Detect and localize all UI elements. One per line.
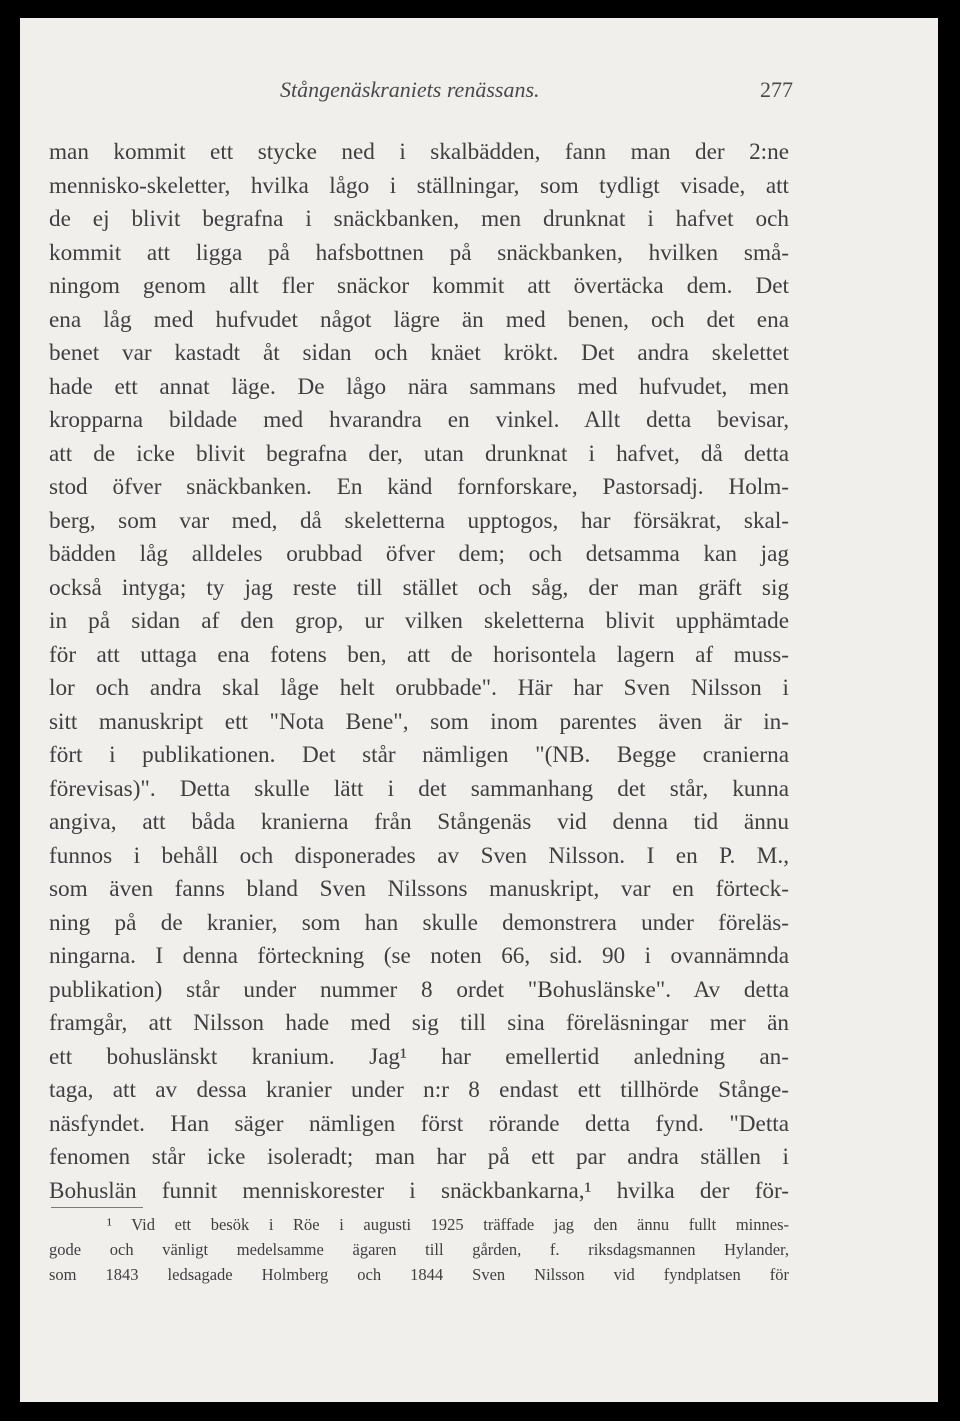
footnote-line: ¹ Vid ett besök i Röe i augusti 1925 träffade jag den ännu fullt minnes-	[107, 1215, 789, 1234]
text-line: fört i publikationen. Det står nämligen "(NB. Begge cranierna	[49, 742, 789, 768]
text-line: också intyga; ty jag reste till stället och såg, der man gräft sig	[49, 574, 789, 601]
page-header	[20, 73, 938, 109]
footnote-line: gode och vänligt medelsamme ägaren till gården, f. riksdagsmannen Hylander,	[49, 1240, 789, 1259]
footnotes	[49, 1212, 789, 1287]
text-line: lor och andra skal låge helt orubbade". Här har Sven Nilsson i	[49, 675, 789, 701]
text-line: de ej blivit begrafna i snäckbanken, men drunknat i hafvet och	[49, 206, 789, 232]
text-line: sitt manuskript ett "Nota Bene", som inom parentes även är in-	[49, 708, 789, 735]
text-line: angiva, att båda kranierna från Stångenäs vid denna tid ännu	[49, 809, 789, 835]
text-line: berg, som var med, då skeletterna upptogos, har försäkrat, skal-	[49, 507, 789, 534]
text-line: kommit att ligga på hafsbottnen på snäckbanken, hvilken små-	[49, 239, 789, 266]
text-line: att de icke blivit begrafna der, utan drunknat i hafvet, då detta	[49, 440, 789, 467]
text-line: ett bohuslänskt kranium. Jag¹ har emellertid anledning an-	[49, 1043, 789, 1070]
footnote-rule	[51, 1207, 143, 1208]
text-line: bädden låg alldeles orubbad öfver dem; och detsamma kan jag	[49, 541, 789, 567]
body-text	[49, 136, 789, 1208]
text-line: ningarna. I denna förteckning (se noten 66, sid. 90 i ovannämnda	[49, 943, 789, 969]
book-page	[20, 18, 938, 1402]
text-line: stod öfver snäckbanken. En känd fornforskare, Pastorsadj. Holm-	[49, 474, 789, 500]
text-line: mennisko-skeletter, hvilka lågo i ställningar, som tydligt visade, att	[49, 172, 789, 199]
text-line: ningom genom allt fler snäckor kommit att övertäcka dem. Det	[49, 273, 789, 299]
text-line: benet var kastadt åt sidan och knäet krökt. Det andra skelettet	[49, 340, 789, 366]
running-title: Stångenäskraniets renässans.	[280, 77, 540, 102]
text-line: ning på de kranier, som han skulle demonstrera under föreläs-	[49, 909, 789, 936]
text-line: taga, att av dessa kranier under n:r 8 endast ett tillhörde Stånge-	[49, 1077, 789, 1103]
text-line: näsfyndet. Han säger nämligen först rörande detta fynd. "Detta	[49, 1110, 789, 1137]
text-line: som även fanns bland Sven Nilssons manuskript, var en förteck-	[49, 876, 789, 902]
text-line: framgår, att Nilsson hade med sig till sina föreläsningar mer än	[49, 1010, 789, 1036]
footnote-line: som 1843 ledsagade Holmberg och 1844 Sven Nilsson vid fyndplatsen för	[49, 1265, 789, 1284]
text-line: kropparna bildade med hvarandra en vinkel. Allt detta bevisar,	[49, 407, 789, 433]
text-line: för att uttaga ena fotens ben, att de horisontela lagern af muss-	[49, 641, 789, 668]
text-line: Bohuslän funnit menniskorester i snäckbankarna,¹ hvilka der för-	[49, 1177, 789, 1204]
page-number: 277	[760, 77, 793, 102]
text-line: fenomen står icke isoleradt; man har på ett par andra ställen i	[49, 1144, 789, 1170]
text-line: in på sidan af den grop, ur vilken skeletterna blivit upphämtade	[49, 608, 789, 634]
text-line: publikation) står under nummer 8 ordet "Bohuslänske". Av detta	[49, 976, 789, 1003]
text-line: funnos i behåll och disponerades av Sven Nilsson. I en P. M.,	[49, 842, 789, 869]
text-line: förevisas)". Detta skulle lätt i det sammanhang det står, kunna	[49, 775, 789, 802]
text-line: man kommit ett stycke ned i skalbädden, fann man der 2:ne	[49, 139, 789, 165]
text-line: ena låg med hufvudet något lägre än med benen, och det ena	[49, 306, 789, 333]
text-line: hade ett annat läge. De lågo nära sammans med hufvudet, men	[49, 373, 789, 400]
